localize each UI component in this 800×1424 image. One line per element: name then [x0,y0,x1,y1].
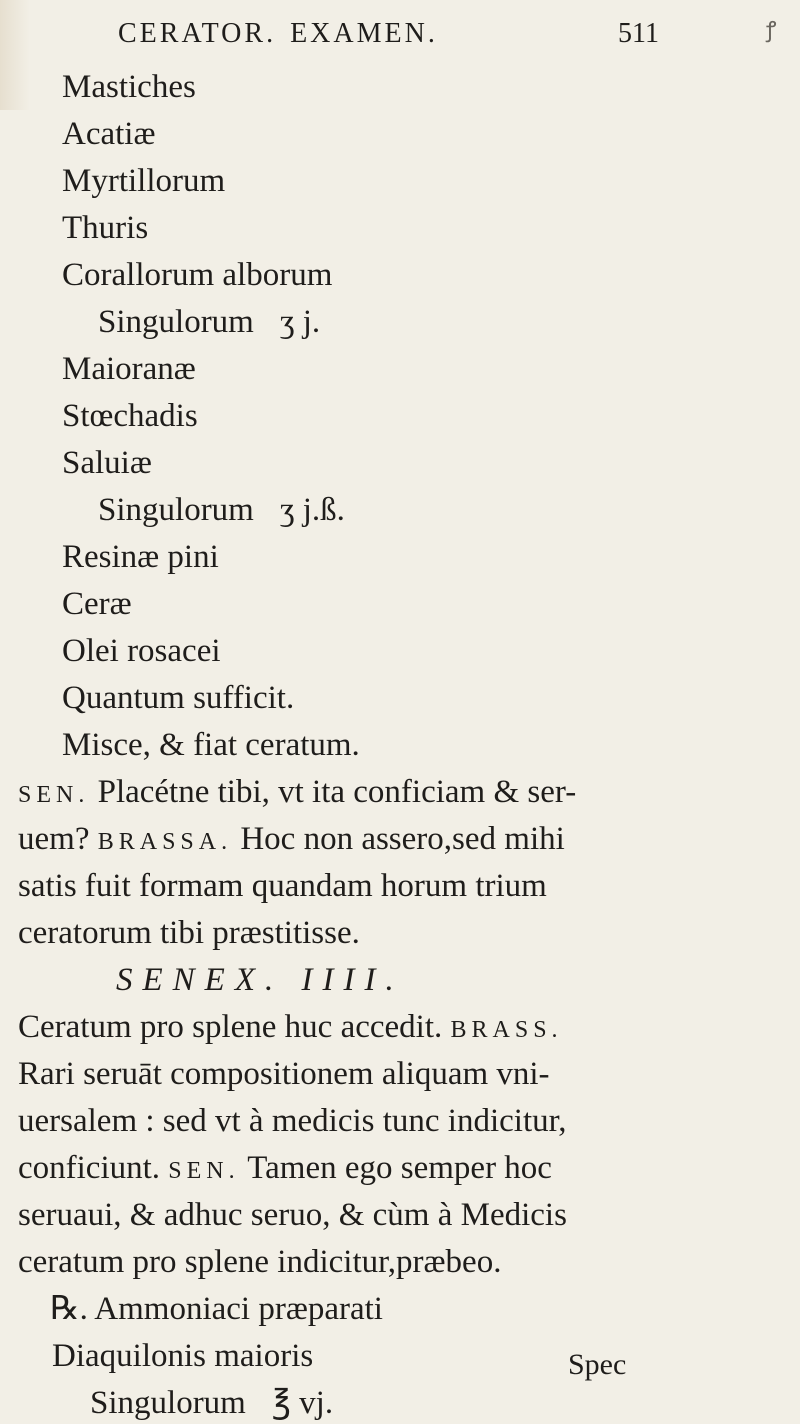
recipe-symbol: ℞. [50,1291,88,1327]
running-title-examen: EXAMEN. [290,18,438,49]
dosage-line [98,301,320,343]
ingredient-line: Stœchadis [62,398,198,434]
dialogue-text: Hoc non assero,sed mihi [240,821,565,857]
speaker-sen: SEN. [18,782,90,808]
dialogue-text: uem? [18,821,90,857]
ingredient-line: Misce, & fiat ceratum. [62,727,360,763]
catchword: Spec [568,1348,627,1381]
ingredient-line: Resinæ pini [62,539,219,575]
dialogue-text: Placétne tibi, vt ita conficiam & ser- [97,774,577,810]
ingredient-line: Myrtillorum [62,163,226,199]
dialogue-line: Rari seruāt compositionem aliquam vni- [18,1056,550,1092]
speaker-brassa: BRASSA. [97,829,233,855]
singulorum-label: Singulorum [90,1385,246,1421]
ingredient-line: Maioranæ [62,351,196,387]
ingredient-line: Acatiæ [62,116,156,152]
dialogue-line [18,771,576,816]
ingredient-line: Thuris [62,210,149,246]
corner-mark: ꝭ [766,18,777,43]
page-number: 511 [618,18,659,49]
dialogue-line [18,1147,552,1192]
prescription-line [50,1288,383,1330]
speaker-brass: BRASS. [450,1017,563,1043]
dosage-line [90,1382,333,1424]
ingredient-line: Mastiches [62,69,196,105]
dialogue-text: Tamen ego semper hoc [247,1150,552,1186]
dialogue-line: ceratorum tibi præstitisse. [18,915,360,951]
ingredient-line: Olei rosacei [62,633,221,669]
ingredient-line: Ceræ [62,586,132,622]
ingredient-line: Corallorum alborum [62,257,333,293]
ingredient-line: Diaquilonis maioris [52,1338,314,1374]
dialogue-text: Ceratum pro splene huc accedit. [18,1009,443,1045]
dialogue-line [18,818,565,863]
running-title-ceratorum: CERATOR. [118,18,277,49]
ingredient-line: Saluiæ [62,445,152,481]
page-edge-stain [0,0,30,110]
dose-amount: ʒ j. [279,304,321,340]
section-heading: SENEX. IIII. [116,962,404,998]
dialogue-line: uersalem : sed vt à medicis tunc indicitur, [18,1103,567,1139]
dialogue-line: seruaui, & adhuc seruo, & cùm à Medicis [18,1197,567,1233]
ingredient-line: Quantum sufficit. [62,680,295,716]
dialogue-line: ceratum pro splene indicitur,præbeo. [18,1244,502,1280]
dose-amount: ℥ vj. [271,1385,334,1421]
ingredient-text: Ammoniaci præparati [94,1291,383,1327]
dialogue-line [18,1006,563,1051]
dialogue-text: conficiunt. [18,1150,161,1186]
speaker-sen: SEN. [168,1158,240,1184]
singulorum-label: Singulorum [98,492,254,528]
running-header [118,18,438,50]
dosage-line [98,489,345,531]
singulorum-label: Singulorum [98,304,254,340]
dose-amount: ʒ j.ß. [279,492,345,528]
dialogue-line: satis fuit formam quandam horum trium [18,868,547,904]
